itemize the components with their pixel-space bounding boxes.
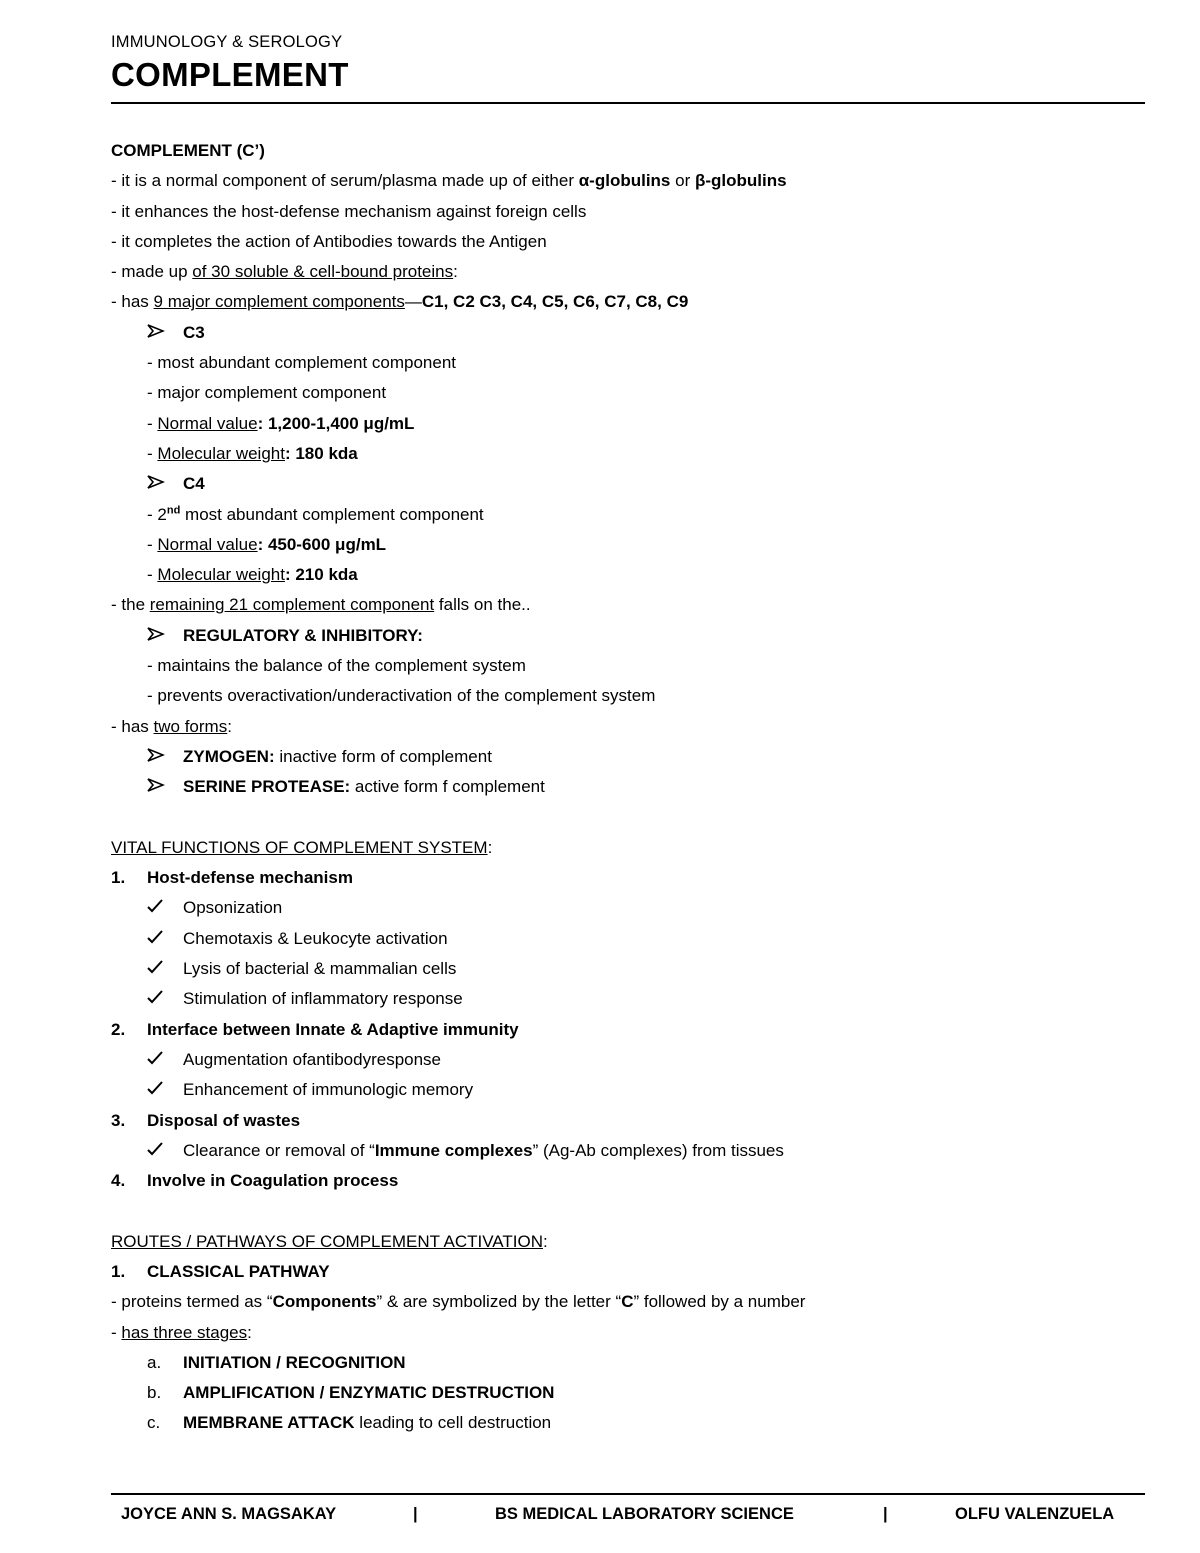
- c3-molecular-weight: - Molecular weight: 180 kda: [147, 443, 358, 463]
- bullet-line: - the remaining 21 complement component falls on the..: [111, 595, 531, 615]
- footer-program: BS MEDICAL LABORATORY SCIENCE: [495, 1505, 794, 1523]
- bullet-line: - proteins termed as “Components” & are symbolized by the letter “C” followed by a number: [111, 1292, 806, 1312]
- c3-heading: C3: [111, 318, 1145, 348]
- pathway-item: 1. CLASSICAL PATHWAY: [111, 1261, 330, 1281]
- bullet-line: - has three stages:: [111, 1322, 252, 1342]
- check-item: Opsonization: [111, 893, 1145, 923]
- bullet-line: - it is a normal component of serum/plasma made up of either α-globulins or β-globulins: [111, 171, 787, 191]
- document-page: [111, 30, 1145, 1433]
- c3-line: - most abundant complement component: [147, 353, 457, 373]
- footer-author: JOYCE ANN S. MAGSAKAY: [121, 1505, 337, 1523]
- check-item: Stimulation of inflammatory response: [111, 984, 1145, 1014]
- bullet-line: - it completes the action of Antibodies towards the Antigen: [111, 231, 547, 251]
- section-heading-complement: COMPLEMENT (C’): [111, 141, 265, 160]
- bullet-line: - it enhances the host-defense mechanism against foreign cells: [111, 201, 587, 221]
- arrow-bullet-icon: [147, 742, 183, 772]
- function-item: 2. Interface between Innate & Adaptive immunity: [111, 1019, 519, 1039]
- c3-normal-value: - Normal value: 1,200-1,400 μg/mL: [147, 413, 415, 433]
- check-item: Clearance or removal of “Immune complexes” (Ag-Ab complexes) from tissues: [111, 1136, 1145, 1166]
- regulatory-heading: REGULATORY & INHIBITORY:: [111, 621, 1145, 651]
- c4-line: - 2nd most abundant complement component: [147, 503, 484, 524]
- subject-label: IMMUNOLOGY & SEROLOGY: [111, 33, 343, 51]
- checkmark-icon: [147, 954, 183, 984]
- checkmark-icon: [147, 893, 183, 923]
- bullet-line: - has 9 major complement components—C1, C2 C3, C4, C5, C6, C7, C8, C9: [111, 292, 689, 312]
- c4-normal-value: - Normal value: 450-600 μg/mL: [147, 534, 387, 554]
- footer-separator: |: [883, 1505, 888, 1523]
- title-divider: [111, 102, 1145, 104]
- check-item: Lysis of bacterial & mammalian cells: [111, 954, 1145, 984]
- regulatory-line: - prevents overactivation/underactivation of the complement system: [147, 686, 656, 706]
- section-heading-pathways: ROUTES / PATHWAYS OF COMPLEMENT ACTIVATION:: [111, 1231, 548, 1251]
- page-footer: [111, 1493, 1145, 1535]
- arrow-bullet-icon: [147, 318, 183, 348]
- stage-item: c. MEMBRANE ATTACK leading to cell destruction: [147, 1413, 552, 1433]
- arrow-bullet-icon: [147, 621, 183, 651]
- footer-separator: |: [413, 1505, 418, 1523]
- c4-molecular-weight: - Molecular weight: 210 kda: [147, 565, 358, 585]
- stage-item: b. AMPLIFICATION / ENZYMATIC DESTRUCTION: [147, 1383, 555, 1403]
- bullet-line: - has two forms:: [111, 716, 232, 736]
- form-serine-protease: SERINE PROTEASE: active form f complement: [111, 772, 1145, 802]
- bullet-line: - made up of 30 soluble & cell-bound proteins:: [111, 262, 458, 282]
- stage-item: a. INITIATION / RECOGNITION: [147, 1352, 406, 1372]
- checkmark-icon: [147, 984, 183, 1014]
- check-item: Augmentation ofantibodyresponse: [111, 1045, 1145, 1075]
- checkmark-icon: [147, 1075, 183, 1105]
- form-zymogen: ZYMOGEN: inactive form of complement: [111, 742, 1145, 772]
- section-heading-vital-functions: VITAL FUNCTIONS OF COMPLEMENT SYSTEM:: [111, 837, 493, 857]
- arrow-bullet-icon: [147, 469, 183, 499]
- c3-line: - major complement component: [147, 383, 387, 403]
- function-item: 3. Disposal of wastes: [111, 1110, 301, 1130]
- page-title: COMPLEMENT: [111, 56, 349, 93]
- check-item: Chemotaxis & Leukocyte activation: [111, 924, 1145, 954]
- checkmark-icon: [147, 1045, 183, 1075]
- checkmark-icon: [147, 924, 183, 954]
- function-item: 4. Involve in Coagulation process: [111, 1171, 399, 1191]
- regulatory-line: - maintains the balance of the complement system: [147, 656, 526, 676]
- footer-school: OLFU VALENZUELA: [955, 1505, 1115, 1523]
- check-item: Enhancement of immunologic memory: [111, 1075, 1145, 1105]
- c4-heading: C4: [111, 469, 1145, 499]
- document-body: [111, 136, 1145, 1439]
- function-item: 1. Host-defense mechanism: [111, 868, 353, 888]
- arrow-bullet-icon: [147, 772, 183, 802]
- checkmark-icon: [147, 1136, 183, 1166]
